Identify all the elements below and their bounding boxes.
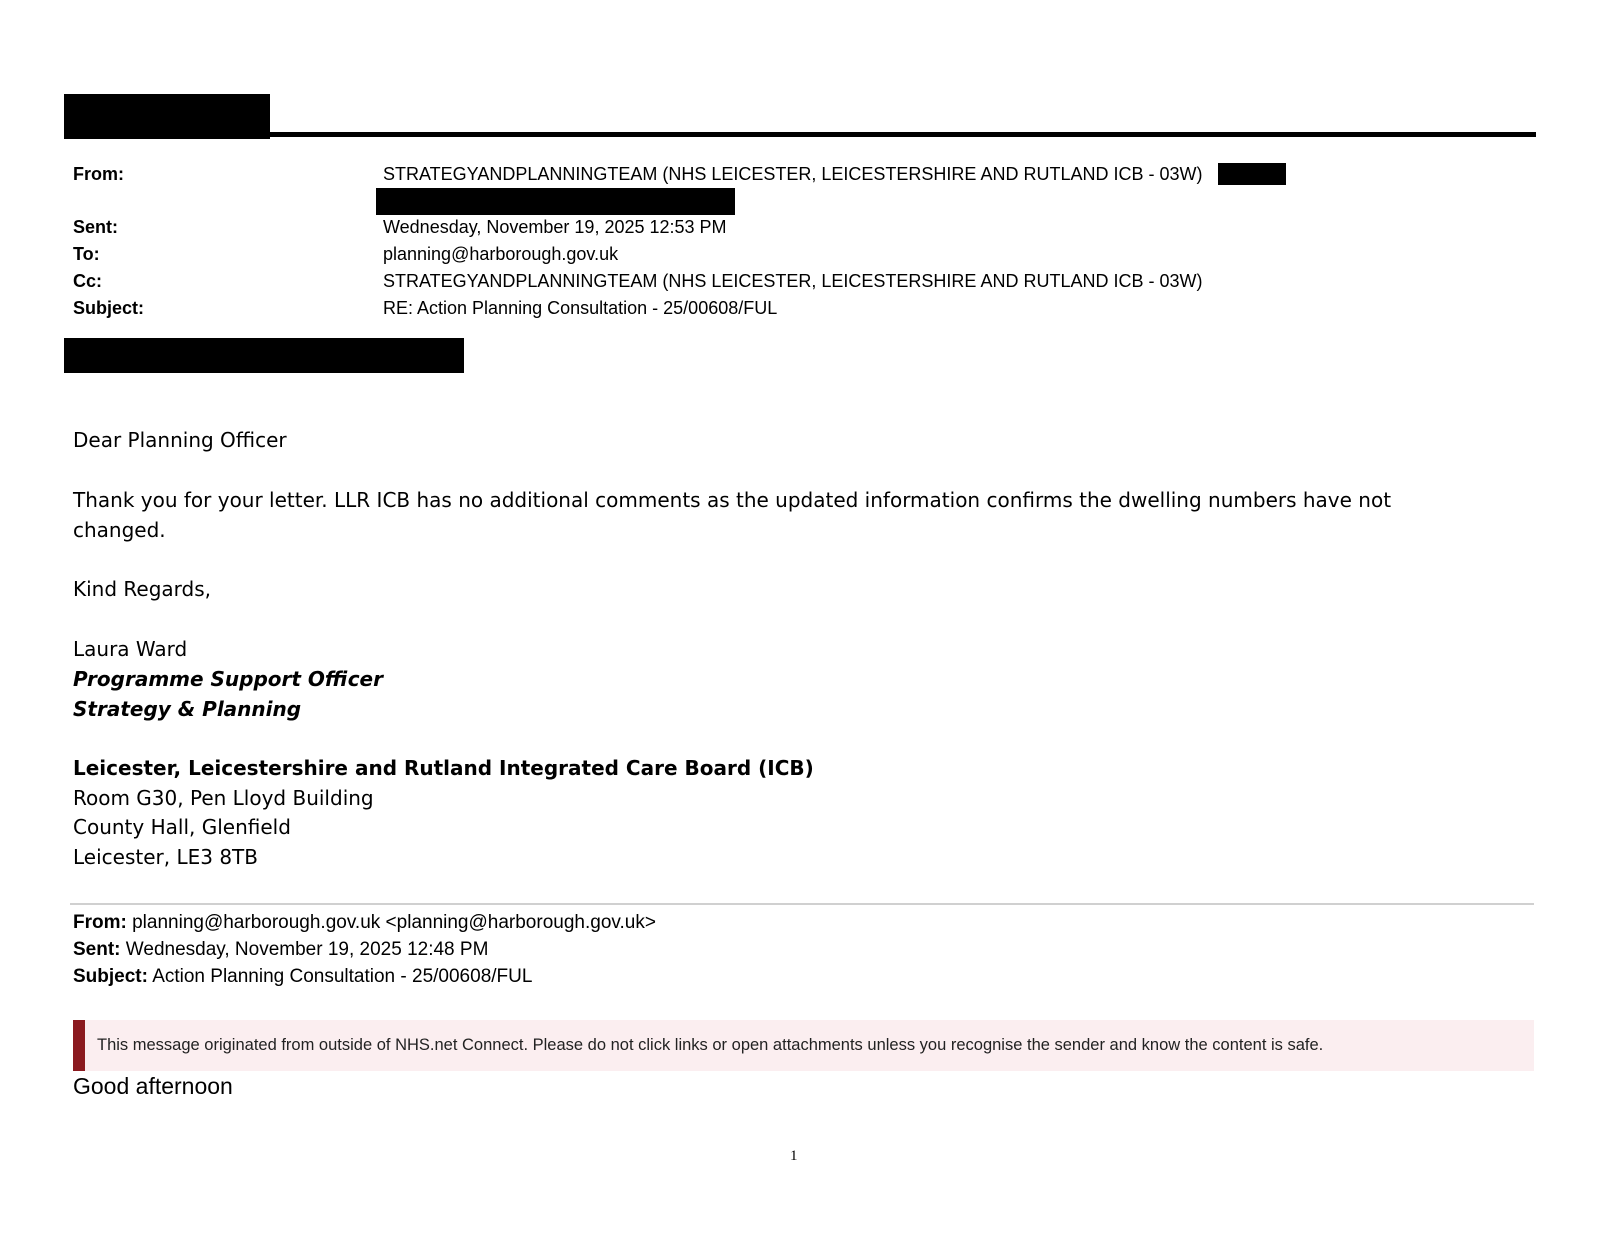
from-value: STRATEGYANDPLANNINGTEAM (NHS LEICESTER, LEICESTERSHIRE AND RUTLAND ICB - 03W) (383, 164, 1203, 184)
forwarded-subject-value: Action Planning Consultation - 25/00608/FUL (152, 966, 533, 987)
salutation: Dear Planning Officer (73, 428, 287, 452)
signature-address-line-2: County Hall, Glenfield (73, 815, 291, 839)
signature-organisation: Leicester, Leicestershire and Rutland Integrated Care Board (ICB) (73, 756, 814, 780)
cc-label: Cc: (73, 271, 103, 291)
header-rule (64, 132, 1536, 137)
redaction-from-email-long (376, 188, 735, 215)
forwarded-greeting: Good afternoon (73, 1073, 233, 1099)
redaction-classification (64, 338, 464, 373)
page-number: 1 (790, 1148, 798, 1164)
sent-value: Wednesday, November 19, 2025 12:53 PM (383, 217, 727, 237)
subject-label: Subject: (73, 298, 145, 318)
signature-address-line-1: Room G30, Pen Lloyd Building (73, 786, 374, 810)
from-label: From: (73, 164, 124, 184)
forwarded-sent (73, 937, 488, 963)
signature-department: Strategy & Planning (73, 697, 302, 721)
body-paragraph-line-1: Thank you for your letter. LLR ICB has no additional comments as the updated information confirms the dwelling numbers have not (73, 488, 1392, 512)
to-label: To: (73, 244, 100, 264)
signature-address-line-3: Leicester, LE3 8TB (73, 845, 258, 869)
body-paragraph-line-2: changed. (73, 518, 166, 542)
forwarded-subject-label: Subject: (73, 966, 148, 987)
forwarded-from-value: planning@harborough.gov.uk <planning@harborough.gov.uk> (132, 912, 656, 933)
forwarded-subject (73, 964, 532, 990)
to-value: planning@harborough.gov.uk (383, 244, 619, 264)
forward-separator (70, 903, 1534, 905)
sent-label: Sent: (73, 217, 118, 237)
external-warning-banner (73, 1020, 1534, 1071)
forwarded-sent-value: Wednesday, November 19, 2025 12:48 PM (125, 939, 489, 960)
cc-value: STRATEGYANDPLANNINGTEAM (NHS LEICESTER, LEICESTERSHIRE AND RUTLAND ICB - 03W) (383, 271, 1203, 291)
signature-title: Programme Support Officer (73, 667, 383, 691)
warning-bar (73, 1020, 85, 1071)
signature-name: Laura Ward (73, 637, 188, 661)
forwarded-sent-label: Sent: (73, 939, 121, 960)
forwarded-from-label: From: (73, 912, 127, 933)
warning-text: This message originated from outside of NHS.net Connect. Please do not click links or open attachments unless you recognise the sender and know the content is safe. (97, 1036, 1324, 1054)
forwarded-from (73, 910, 656, 936)
closing: Kind Regards, (73, 577, 211, 601)
redaction-from-email-short (1218, 163, 1286, 185)
subject-value: RE: Action Planning Consultation - 25/00608/FUL (383, 298, 778, 318)
